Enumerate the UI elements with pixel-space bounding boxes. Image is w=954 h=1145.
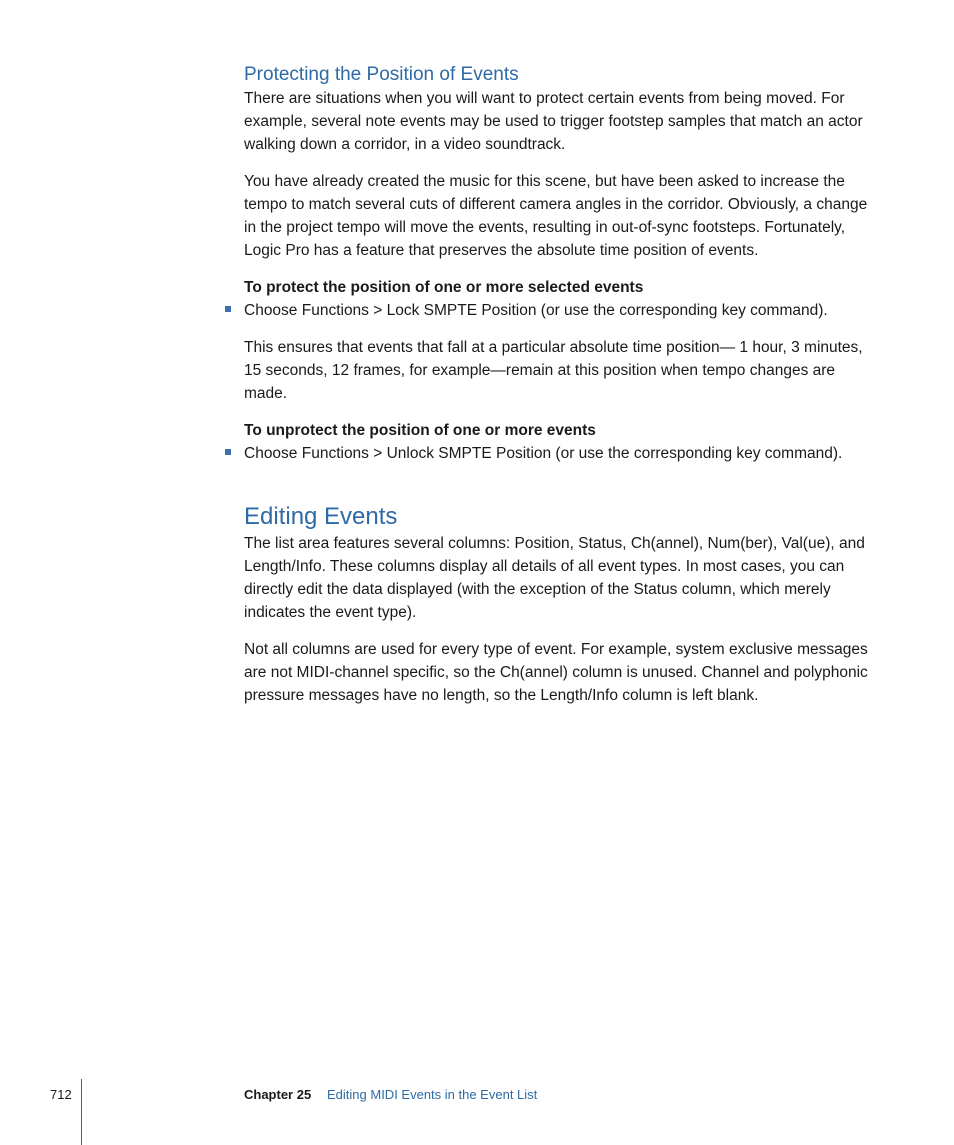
task-heading-unprotect: To unprotect the position of one or more events: [244, 422, 596, 439]
section-heading-protecting: Protecting the Position of Events: [244, 64, 519, 85]
page-number: 712: [50, 1087, 72, 1102]
paragraph: Not all columns are used for every type of event. For example, system exclusive messages are not MIDI-channel specific, so the Ch(annel) column is unused. Channel and polyphonic pressure messages have no length, so the Length/Info column is left blank.: [244, 641, 868, 704]
bullet-icon: [225, 449, 231, 455]
paragraph-note: This ensures that events that fall at a particular absolute time position— 1 hour, 3 minutes, 15 seconds, 12 frames, for example—remain at this position when tempo changes are made.: [244, 339, 863, 402]
paragraph: You have already created the music for this scene, but have been asked to increase the tempo to match several cuts of different camera angles in the corridor. Obviously, a change in the project tempo will move the events, resulting in out-of-sync footsteps. Fortunately, Logic Pro has a feature that preserves the absolute time position of events.: [244, 173, 868, 259]
paragraph: There are situations when you will want to protect certain events from being moved. For example, several note events may be used to trigger footstep samples that match an actor walking down a corridor, in a video soundtrack.: [244, 90, 863, 153]
step-unprotect: Choose Functions > Unlock SMPTE Position (or use the corresponding key command).: [244, 445, 843, 462]
paragraph: The list area features several columns: Position, Status, Ch(annel), Num(ber), Val(ue), and Length/Info. These columns display all details of all event types. In most cases, you can directly edit the data displayed (with the exception of the Status column, which merely indicates the event type).: [244, 535, 865, 621]
chapter-label: Chapter 25: [244, 1087, 312, 1102]
chapter-title: Editing MIDI Events in the Event List: [327, 1087, 538, 1102]
step-protect: Choose Functions > Lock SMPTE Position (or use the corresponding key command).: [244, 302, 828, 319]
section-heading-editing: Editing Events: [244, 503, 398, 530]
page-footer: [0, 1085, 954, 1115]
task-heading-protect: To protect the position of one or more selected events: [244, 279, 644, 296]
footer-divider: [81, 1079, 82, 1145]
bullet-icon: [225, 306, 231, 312]
